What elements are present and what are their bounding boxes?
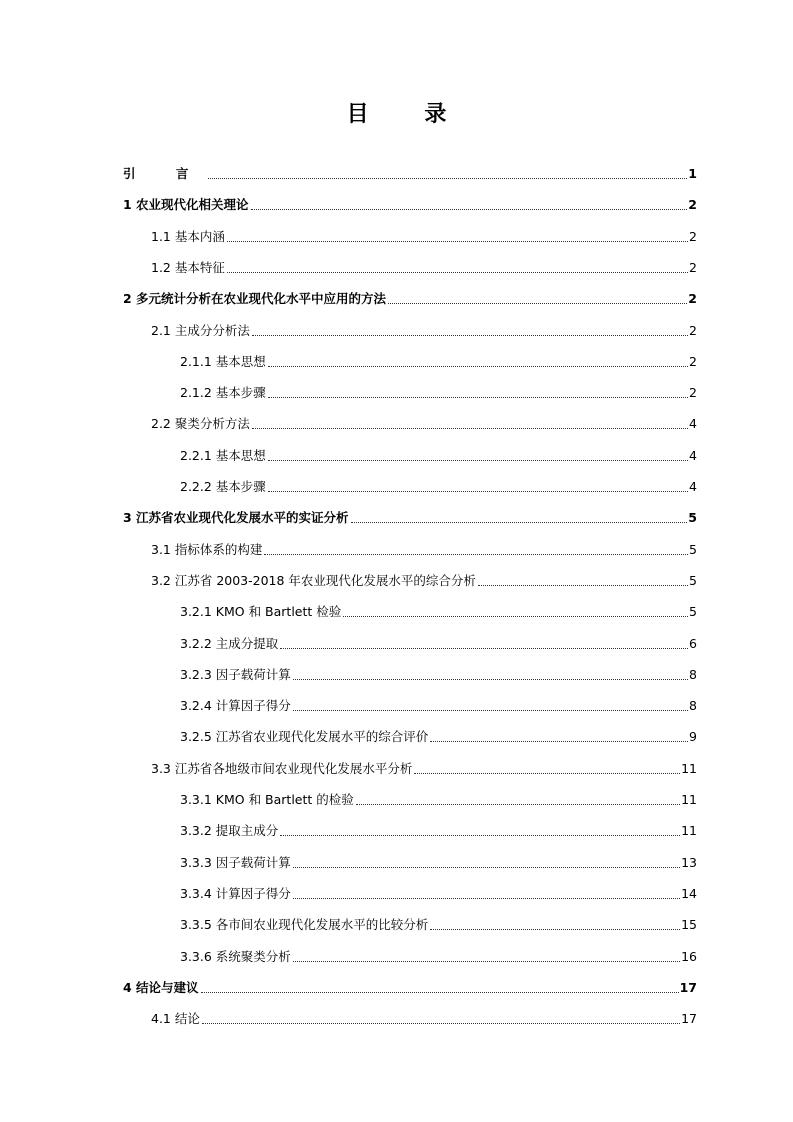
toc-entry-page-number: 13	[681, 854, 697, 870]
toc-entry-page-number: 4	[689, 416, 697, 432]
toc-dot-leader	[343, 616, 688, 617]
toc-entry-title: 2 多元统计分析在农业现代化水平中应用的方法	[123, 291, 387, 307]
toc-entry-page-number: 4	[689, 447, 697, 463]
toc-entry-page-number: 11	[681, 823, 697, 839]
toc-entry[interactable]	[180, 695, 697, 715]
toc-dot-leader	[430, 929, 680, 930]
toc-entry[interactable]	[180, 601, 697, 621]
toc-dot-leader	[293, 679, 688, 680]
toc-entry-page-number: 2	[689, 228, 697, 244]
toc-entry-page-number: 2	[689, 353, 697, 369]
toc-entry-page-number: 8	[689, 666, 697, 682]
toc-entry-page-number: 17	[681, 1011, 697, 1027]
toc-entry[interactable]	[151, 226, 697, 246]
toc-dot-leader	[208, 178, 687, 179]
toc-dot-leader	[252, 335, 688, 336]
toc-entry-page-number: 11	[681, 792, 697, 807]
toc-entry-title: 1.1 基本内涵	[151, 228, 225, 244]
toc-dot-leader	[227, 241, 688, 242]
toc-dot-leader	[293, 710, 688, 711]
toc-entry-title: 3 江苏省农业现代化发展水平的实证分析	[123, 510, 349, 526]
toc-entry[interactable]	[180, 445, 697, 465]
toc-entry[interactable]	[123, 194, 697, 214]
toc-entry[interactable]	[180, 726, 697, 746]
toc-entry-title: 3.3.2 提取主成分	[180, 823, 279, 839]
page-title: 目 录	[346, 102, 471, 127]
toc-entry-title: 3.3.5 各市间农业现代化发展水平的比较分析	[180, 917, 429, 933]
toc-entry[interactable]	[151, 1008, 697, 1028]
toc-entry-page-number: 2	[689, 322, 697, 338]
toc-entry[interactable]	[180, 476, 697, 496]
toc-dot-leader	[252, 428, 688, 429]
toc-entry[interactable]	[180, 820, 697, 840]
toc-entry-page-number: 8	[689, 698, 697, 714]
toc-dot-leader	[478, 585, 688, 586]
toc-entry-title: 3.3 江苏省各地级市间农业现代化发展水平分析	[151, 760, 413, 776]
toc-dot-leader	[293, 867, 680, 868]
toc-entry[interactable]	[151, 413, 697, 433]
toc-entry-title: 2.1.2 基本步骤	[180, 385, 266, 401]
toc-entry-page-number: 14	[681, 885, 697, 901]
toc-dot-leader	[414, 773, 680, 774]
toc-entry[interactable]	[151, 539, 697, 559]
toc-dot-leader	[268, 366, 688, 367]
toc-dot-leader	[268, 460, 688, 461]
toc-entry-title: 3.1 指标体系的构建	[151, 541, 263, 557]
toc-entry-title: 3.2.3 因子载荷计算	[180, 666, 291, 682]
toc-entry[interactable]	[180, 382, 697, 402]
toc-dot-leader	[280, 648, 688, 649]
toc-dot-leader	[388, 303, 687, 304]
toc-entry-page-number: 5	[689, 604, 697, 620]
toc-entry-title: 2.1.1 基本思想	[180, 353, 266, 369]
toc-entry-title: 1.2 基本特征	[151, 259, 225, 275]
toc-entry[interactable]	[180, 664, 697, 684]
toc-entry[interactable]	[151, 758, 697, 778]
toc-entry-page-number: 1	[688, 166, 697, 181]
toc-dot-leader	[293, 961, 680, 962]
toc-dot-leader	[251, 209, 688, 210]
toc-entry-title: 2.1 主成分分析法	[151, 322, 250, 338]
toc-entry-page-number: 2	[688, 291, 697, 307]
toc-entry-page-number: 6	[689, 635, 697, 651]
toc-entry-page-number: 17	[679, 979, 697, 995]
toc-dot-leader	[430, 741, 688, 742]
toc-entry[interactable]	[151, 570, 697, 590]
toc-dot-leader	[293, 898, 680, 899]
toc-dot-leader	[268, 491, 688, 492]
toc-entry-title: 4.1 结论	[151, 1011, 200, 1027]
toc-dot-leader	[351, 522, 688, 523]
toc-entry-title: 1 农业现代化相关理论	[123, 197, 249, 213]
toc-entry-title: 引 言	[123, 166, 207, 181]
toc-entry-title: 3.2.2 主成分提取	[180, 635, 279, 651]
toc-entry-title: 4 结论与建议	[123, 979, 199, 995]
toc-dot-leader	[202, 1023, 680, 1024]
toc-entry-title: 3.3.3 因子载荷计算	[180, 854, 291, 870]
toc-entry[interactable]	[180, 914, 697, 934]
toc-entry-title: 3.3.6 系统聚类分析	[180, 948, 291, 964]
toc-entry-title: 3.3.4 计算因子得分	[180, 885, 291, 901]
toc-entry[interactable]	[180, 633, 697, 653]
toc-entry-page-number: 9	[689, 729, 697, 745]
toc-entry-page-number: 11	[681, 760, 697, 776]
toc-entry-title: 2.2.1 基本思想	[180, 447, 266, 463]
toc-entry[interactable]	[180, 852, 697, 872]
toc-dot-leader	[201, 992, 679, 993]
toc-entry-page-number: 5	[689, 541, 697, 557]
toc-dot-leader	[227, 272, 688, 273]
toc-entry[interactable]	[180, 351, 697, 371]
toc-entry-page-number: 5	[688, 510, 697, 526]
toc-dot-leader	[356, 804, 680, 805]
toc-entry-title: 3.2 江苏省 2003-2018 年农业现代化发展水平的综合分析	[151, 572, 476, 588]
toc-dot-leader	[264, 554, 688, 555]
toc-dot-leader	[268, 397, 688, 398]
toc-entry-title: 3.2.5 江苏省农业现代化发展水平的综合评价	[180, 729, 429, 745]
toc-entry[interactable]	[180, 883, 697, 903]
toc-entry-page-number: 2	[689, 385, 697, 401]
toc-entry-page-number: 16	[681, 948, 697, 964]
toc-entry-page-number: 2	[688, 197, 697, 213]
toc-entry-title: 2.2.2 基本步骤	[180, 479, 266, 494]
toc-entry-page-number: 15	[681, 917, 697, 933]
toc-entry[interactable]	[180, 789, 697, 809]
toc-entry-page-number: 2	[689, 259, 697, 275]
toc-entry-title: 2.2 聚类分析方法	[151, 416, 250, 432]
toc-dot-leader	[280, 835, 680, 836]
toc-entry-title: 3.2.4 计算因子得分	[180, 698, 291, 714]
toc-entry[interactable]	[123, 288, 697, 308]
toc-entry[interactable]	[151, 257, 697, 277]
toc-entry-title: 3.3.1 KMO 和 Bartlett 的检验	[180, 792, 354, 807]
toc-entry-page-number: 5	[689, 572, 697, 588]
toc-entry[interactable]	[180, 946, 697, 966]
toc-entry[interactable]	[123, 163, 697, 183]
toc-entry[interactable]	[151, 320, 697, 340]
toc-entry[interactable]	[123, 507, 697, 527]
toc-entry-title: 3.2.1 KMO 和 Bartlett 检验	[180, 604, 342, 620]
toc-entry[interactable]	[123, 977, 697, 997]
toc-entry-page-number: 4	[689, 479, 697, 494]
